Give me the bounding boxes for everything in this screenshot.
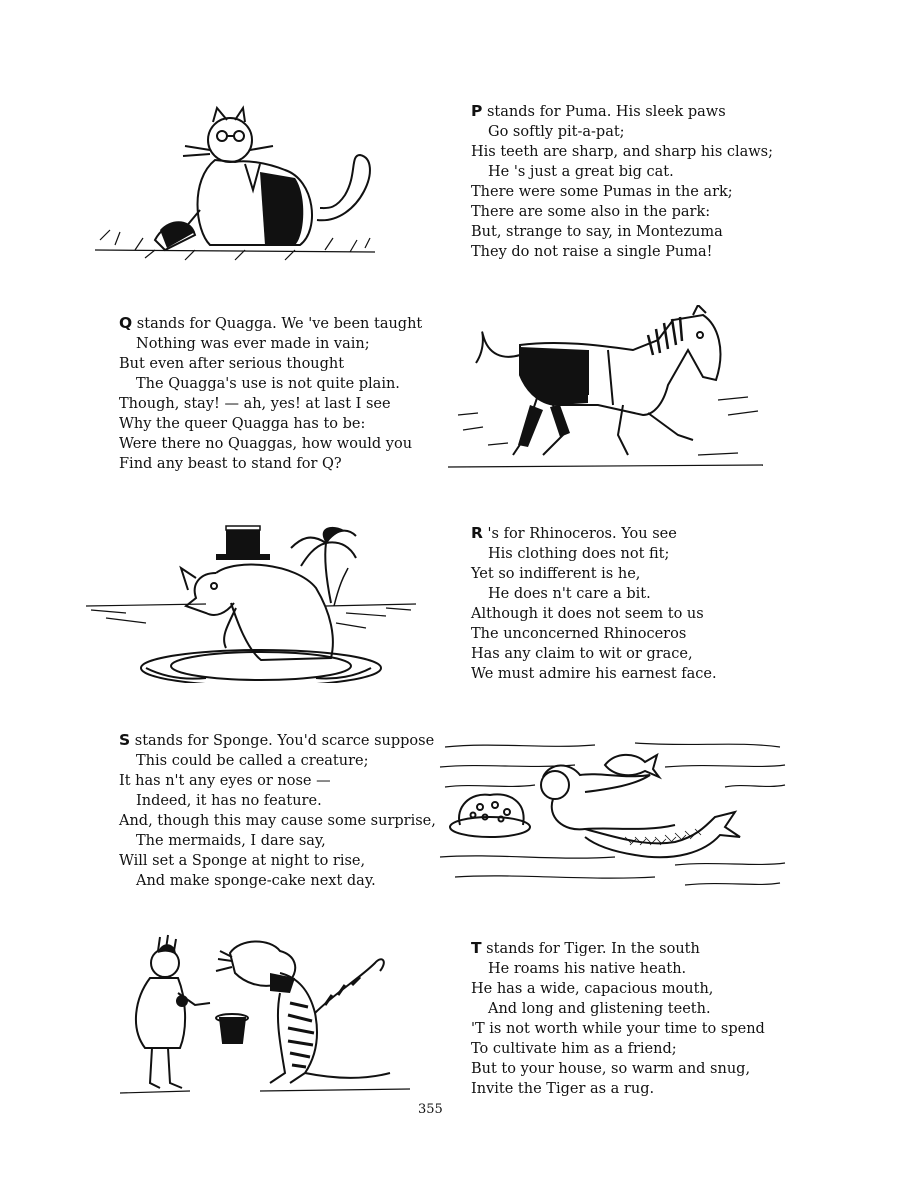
stanza-line: Invite the Tiger as a rug. xyxy=(471,1081,655,1097)
stanza-line: Though, stay! — ah, yes! at last I see xyxy=(119,396,391,412)
drop-capital: S xyxy=(119,731,131,749)
stanza-line: 'T is not worth while your time to spend xyxy=(471,1021,765,1037)
stanza-line: There are some also in the park: xyxy=(471,204,711,220)
stanza-line: And make sponge-cake next day. xyxy=(136,873,376,889)
tiger-illustration xyxy=(120,933,420,1098)
stanza-line: He 's just a great big cat. xyxy=(488,164,674,180)
sponge-mermaid-illustration xyxy=(435,737,790,892)
stanza-line: His clothing does not fit; xyxy=(488,546,670,562)
stanza-line: He roams his native heath. xyxy=(488,961,687,977)
stanza-q xyxy=(119,313,422,474)
stanza-line: Yet so indifferent is he, xyxy=(471,566,641,582)
stanza-line: Indeed, it has no feature. xyxy=(136,793,322,809)
drop-capital: R xyxy=(471,524,483,542)
stanza-line: They do not raise a single Puma! xyxy=(471,244,713,260)
stanza-line: Has any claim to wit or grace, xyxy=(471,646,693,662)
stanza-line: R 's for Rhinoceros. You see xyxy=(471,524,677,542)
stanza-line: Why the queer Quagga has to be: xyxy=(119,416,366,432)
stanza-line: Although it does not seem to us xyxy=(471,606,704,622)
stanza-line: And, though this may cause some surprise, xyxy=(119,813,436,829)
stanza-line: But, strange to say, in Montezuma xyxy=(471,224,723,240)
page-number: 355 xyxy=(418,1102,443,1117)
stanza-line: We must admire his earnest face. xyxy=(471,666,717,682)
stanza-line: Go softly pit-a-pat; xyxy=(488,124,625,140)
stanza-t xyxy=(471,938,765,1099)
stanza-line: But even after serious thought xyxy=(119,356,345,372)
stanza-line: The Quagga's use is not quite plain. xyxy=(136,376,400,392)
stanza-p xyxy=(471,101,773,262)
stanza-line: There were some Pumas in the ark; xyxy=(471,184,733,200)
stanza-line: The mermaids, I dare say, xyxy=(136,833,326,849)
stanza-line: Q stands for Quagga. We 've been taught xyxy=(119,314,423,332)
stanza-line: And long and glistening teeth. xyxy=(488,1001,711,1017)
puma-illustration xyxy=(95,100,375,265)
stanza-s xyxy=(119,730,436,891)
stanza-line: He has a wide, capacious mouth, xyxy=(471,981,714,997)
stanza-line: It has n't any eyes or nose — xyxy=(119,773,331,789)
stanza-line: To cultivate him as a friend; xyxy=(471,1041,677,1057)
stanza-line: But to your house, so warm and snug, xyxy=(471,1061,751,1077)
stanza-line: Find any beast to stand for Q? xyxy=(119,456,342,472)
stanza-line: He does n't care a bit. xyxy=(488,586,651,602)
stanza-line: Will set a Sponge at night to rise, xyxy=(119,853,366,869)
quagga-illustration xyxy=(448,305,763,475)
stanza-line: S stands for Sponge. You'd scarce suppose xyxy=(119,731,435,749)
drop-capital: P xyxy=(471,102,483,120)
stanza-line: T stands for Tiger. In the south xyxy=(471,939,700,957)
drop-capital: Q xyxy=(119,314,133,332)
rhinoceros-illustration xyxy=(86,518,416,683)
drop-capital: T xyxy=(471,939,482,957)
stanza-line: Were there no Quaggas, how would you xyxy=(119,436,413,452)
stanza-line: Nothing was ever made in vain; xyxy=(136,336,370,352)
stanza-line: This could be called a creature; xyxy=(136,753,369,769)
stanza-line: The unconcerned Rhinoceros xyxy=(471,626,687,642)
stanza-line: P stands for Puma. His sleek paws xyxy=(471,102,726,120)
stanza-line: His teeth are sharp, and sharp his claws; xyxy=(471,144,774,160)
stanza-r xyxy=(471,523,717,684)
